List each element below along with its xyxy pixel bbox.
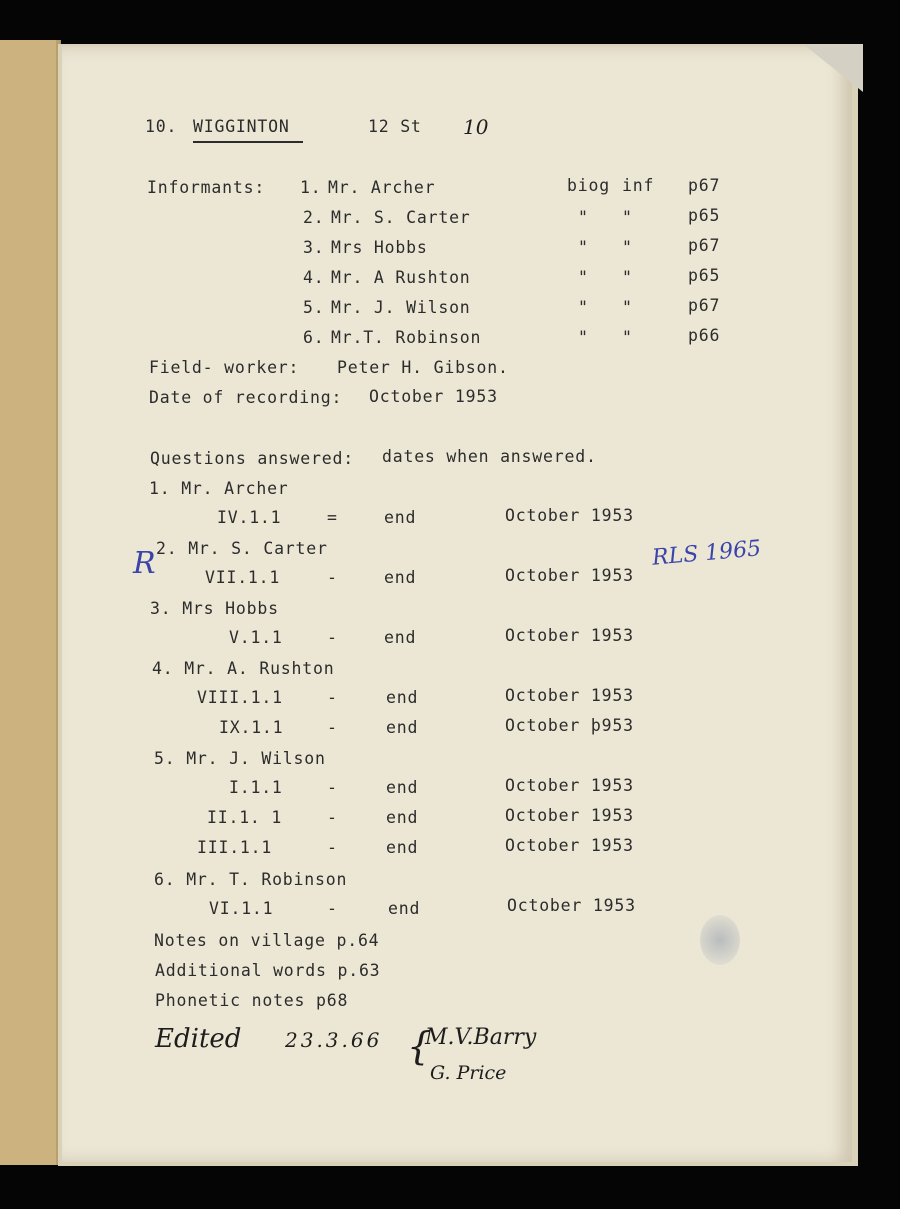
answer-dash: - xyxy=(327,778,338,797)
answer-end: end xyxy=(384,568,417,587)
locality-code-handwritten: 10 xyxy=(463,115,489,139)
locality-name: WIGGINTON xyxy=(193,117,290,136)
informant-page: p67 xyxy=(688,236,721,255)
answer-book: I.1.1 xyxy=(229,778,283,797)
informant-page: p67 xyxy=(688,176,721,195)
answer-end: end xyxy=(386,778,419,797)
informant-name: Mr. S. Carter xyxy=(331,208,471,227)
handwritten-rls-1965: RLS 1965 xyxy=(651,536,763,571)
locality-number: 10. xyxy=(145,117,178,136)
answer-date: October 1953 xyxy=(505,836,634,855)
handwritten-edited-date: 23.3.66 xyxy=(285,1028,383,1052)
informant-col1: biog xyxy=(567,176,610,195)
answer-informant: 3. Mrs Hobbs xyxy=(150,599,279,618)
answer-informant: 4. Mr. A. Rushton xyxy=(152,659,335,678)
informant-col1: " xyxy=(578,298,589,317)
locality-underline xyxy=(193,141,303,143)
informant-name: Mrs Hobbs xyxy=(331,238,428,257)
field-worker-value: Peter H. Gibson. xyxy=(337,358,509,377)
answer-informant: 2. Mr. S. Carter xyxy=(156,539,328,558)
answer-book: IX.1.1 xyxy=(219,718,284,737)
handwritten-edited: Edited xyxy=(155,1024,242,1054)
handwritten-brace: { xyxy=(407,1024,432,1068)
informants-label: Informants: xyxy=(147,178,266,197)
handwritten-margin-r: R xyxy=(133,546,156,581)
answer-book: VII.1.1 xyxy=(205,568,281,587)
questions-label: Questions answered: xyxy=(150,449,354,468)
informant-number: 4. xyxy=(303,268,325,287)
answer-end: end xyxy=(386,808,419,827)
answer-dash: = xyxy=(327,508,338,527)
answer-date: October 1953 xyxy=(505,686,634,705)
informant-page: p65 xyxy=(688,206,721,225)
answer-book: V.1.1 xyxy=(229,628,283,647)
answer-date: October 1953 xyxy=(505,506,634,525)
informant-name: Mr. J. Wilson xyxy=(331,298,471,317)
field-worker-label: Field- worker: xyxy=(149,358,300,377)
answer-dash: - xyxy=(327,808,338,827)
answer-book: VIII.1.1 xyxy=(197,688,283,707)
answer-informant: 5. Mr. J. Wilson xyxy=(154,749,326,768)
informant-number: 3. xyxy=(303,238,325,257)
answer-dash: - xyxy=(327,688,338,707)
answer-dash: - xyxy=(327,838,338,857)
answer-date: October 1953 xyxy=(505,776,634,795)
informant-col1: " xyxy=(578,328,589,347)
informant-col1: " xyxy=(578,208,589,227)
date-recording-value: October 1953 xyxy=(369,387,498,406)
informant-name: Mr.T. Robinson xyxy=(331,328,482,347)
answer-end: end xyxy=(384,628,417,647)
informant-number: 6. xyxy=(303,328,325,347)
notes-village: Notes on village p.64 xyxy=(154,931,380,950)
answer-dash: - xyxy=(327,628,338,647)
handwritten-editor-2: G. Price xyxy=(430,1062,507,1084)
answer-book: III.1.1 xyxy=(197,838,273,857)
answer-date: October 1953 xyxy=(507,896,636,915)
informant-col2: " xyxy=(622,238,633,257)
locality-code: 12 St xyxy=(368,117,422,136)
answer-dash: - xyxy=(327,568,338,587)
answer-informant: 6. Mr. T. Robinson xyxy=(154,870,348,889)
answer-date: October 1953 xyxy=(505,806,634,825)
informant-number: 5. xyxy=(303,298,325,317)
book-cover-edge xyxy=(0,40,61,1165)
answer-book: IV.1.1 xyxy=(217,508,282,527)
informant-page: p66 xyxy=(688,326,721,345)
answer-end: end xyxy=(384,508,417,527)
answer-dash: - xyxy=(327,718,338,737)
informant-col1: " xyxy=(578,268,589,287)
informant-col2: " xyxy=(622,328,633,347)
informant-number: 2. xyxy=(303,208,325,227)
informant-col2: " xyxy=(622,208,633,227)
notes-phonetic: Phonetic notes p68 xyxy=(155,991,349,1010)
informant-number: 1. xyxy=(300,178,322,197)
notes-additional-words: Additional words p.63 xyxy=(155,961,381,980)
informant-name: Mr. A Rushton xyxy=(331,268,471,287)
informant-col2: inf xyxy=(622,176,655,195)
answer-end: end xyxy=(386,718,419,737)
informant-page: p67 xyxy=(688,296,721,315)
informant-col2: " xyxy=(622,298,633,317)
answer-end: end xyxy=(386,688,419,707)
handwritten-editor-1: M.V.Barry xyxy=(425,1025,537,1050)
answer-book: VI.1.1 xyxy=(209,899,274,918)
answer-end: end xyxy=(388,899,421,918)
answer-date: October 1953 xyxy=(505,566,634,585)
answer-book: II.1. 1 xyxy=(207,808,283,827)
informant-col1: " xyxy=(578,238,589,257)
questions-label-dates: dates when answered. xyxy=(382,447,597,466)
answer-informant: 1. Mr. Archer xyxy=(149,479,289,498)
informant-col2: " xyxy=(622,268,633,287)
answer-dash: - xyxy=(327,899,338,918)
answer-end: end xyxy=(386,838,419,857)
answer-date: October þ953 xyxy=(505,716,634,735)
informant-page: p65 xyxy=(688,266,721,285)
answer-date: October 1953 xyxy=(505,626,634,645)
informant-name: Mr. Archer xyxy=(328,178,436,197)
date-recording-label: Date of recording: xyxy=(149,388,343,407)
ink-smudge xyxy=(700,915,740,965)
